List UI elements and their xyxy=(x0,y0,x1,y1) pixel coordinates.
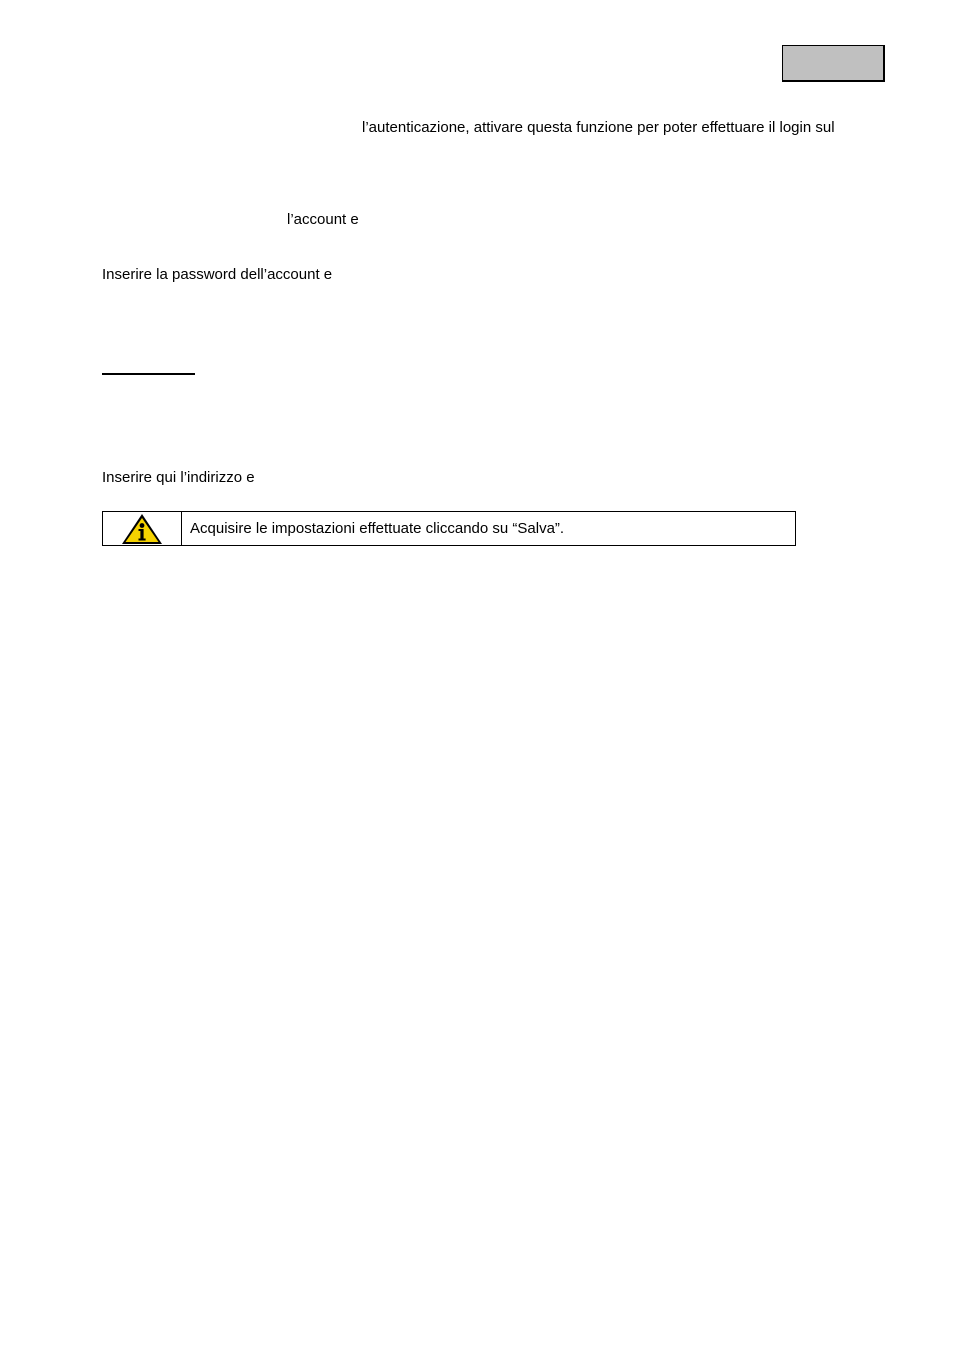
text-line-authentication: l’autenticazione, attivare questa funzione per poter effettuare il login sul xyxy=(362,119,835,136)
text-line-address: Inserire qui l’indirizzo e xyxy=(102,469,255,486)
section-heading-underline xyxy=(102,373,195,375)
text-line-password: Inserire la password dell’account e xyxy=(102,266,333,283)
info-warning-triangle-icon xyxy=(120,512,164,546)
note-text: Acquisire le impostazioni effettuate cliccando su “Salva”. xyxy=(190,520,565,537)
note-icon-cell xyxy=(103,512,182,545)
note-box xyxy=(102,511,796,546)
text-line-account: l’account e xyxy=(287,211,359,228)
language-tab-box xyxy=(782,45,885,82)
